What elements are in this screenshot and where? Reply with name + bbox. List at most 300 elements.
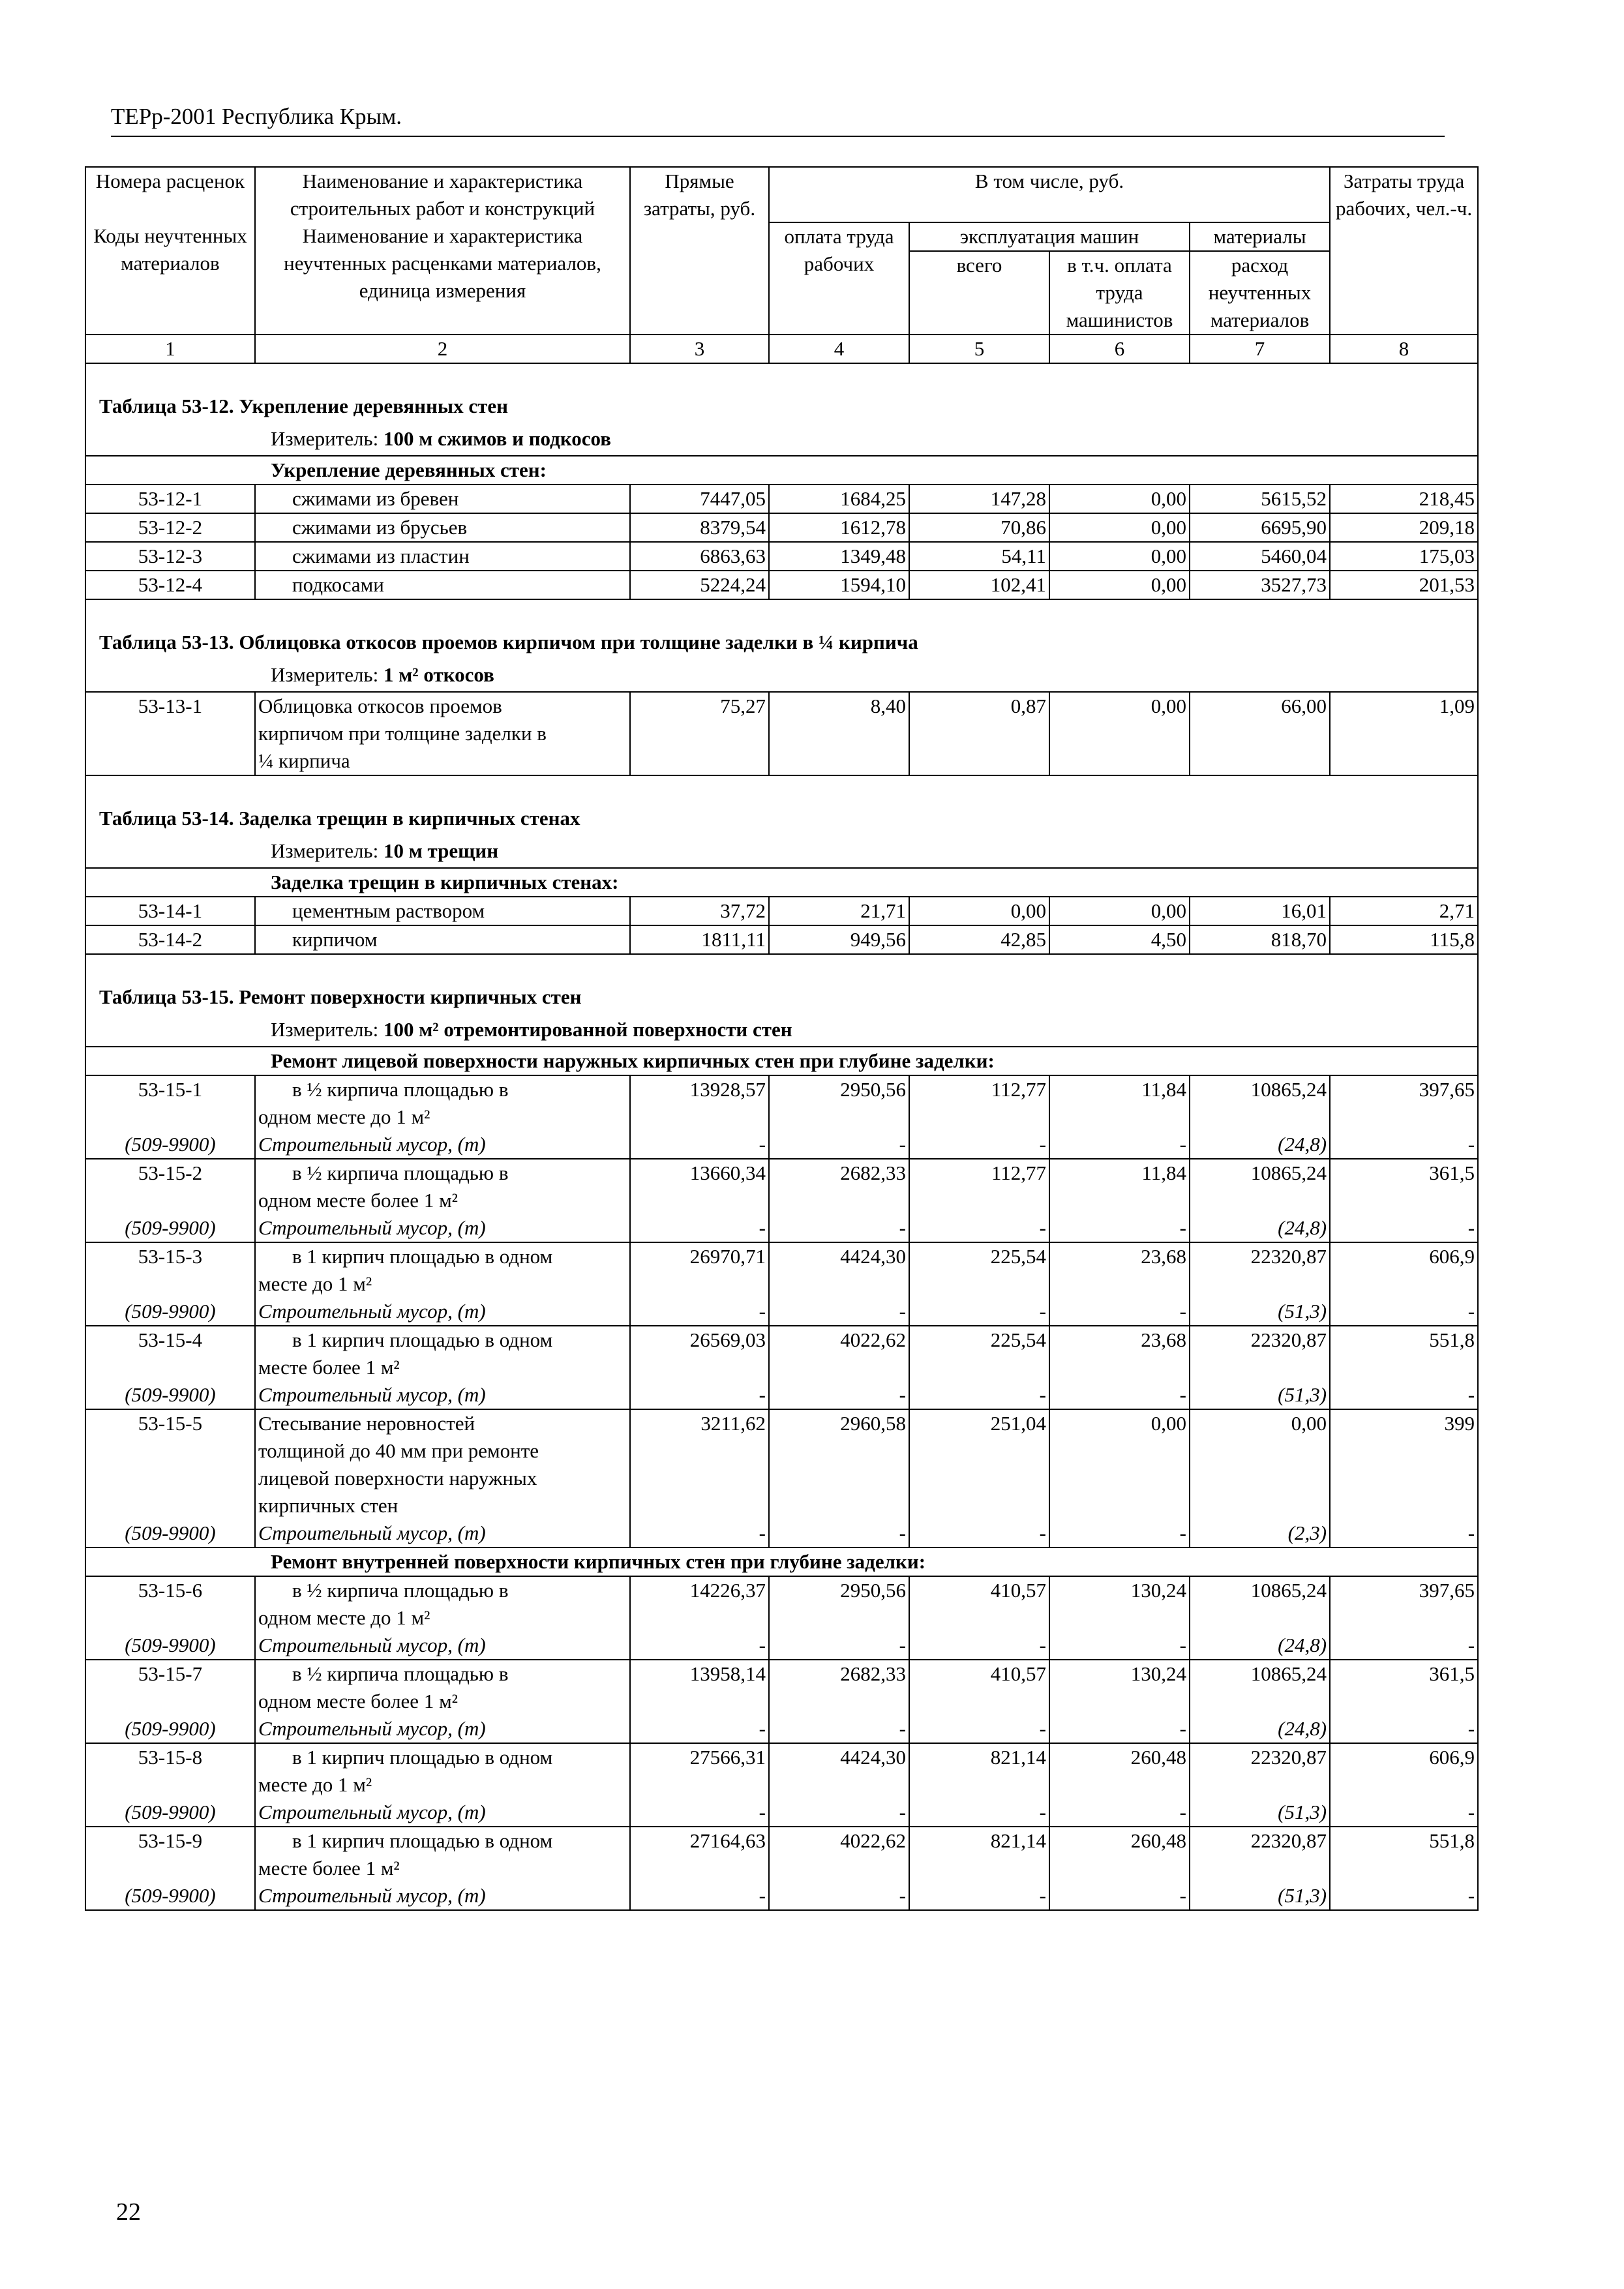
- value-cell: 4022,62: [769, 1827, 909, 1882]
- value-cell: 0,00: [1049, 513, 1190, 542]
- section-title: Таблица 53-13. Облицовка откосов проемов кирпичом при толщине заделки в ¼ кирпича: [85, 599, 1478, 661]
- table-row: [85, 571, 1478, 599]
- value-cell: 5460,04: [1190, 542, 1330, 571]
- material-code: (509-9900): [85, 1131, 255, 1159]
- subsection-title: Заделка трещин в кирпичных стенах:: [85, 868, 1478, 897]
- work-name-line: в 1 кирпич площадью в одном: [292, 1829, 553, 1852]
- dash-cell: -: [909, 1214, 1049, 1242]
- value-cell: 37,72: [630, 897, 769, 925]
- rate-code: 53-15-6: [85, 1576, 255, 1632]
- col-machines-header: эксплуатация машин: [909, 222, 1190, 251]
- dash-cell: -: [630, 1131, 769, 1159]
- work-name: сжимами из бревен: [255, 485, 630, 513]
- work-name-line: в ½ кирпича площадью в: [292, 1579, 509, 1602]
- value-cell: 147,28: [909, 485, 1049, 513]
- work-name-line: одном месте до 1 м²: [258, 1105, 430, 1128]
- value-cell: 4424,30: [769, 1242, 909, 1298]
- table-row: [85, 1131, 1478, 1159]
- rate-code: 53-15-5: [85, 1409, 255, 1519]
- material-name: Строительный мусор, (т): [255, 1715, 630, 1743]
- table-row: [85, 1882, 1478, 1910]
- value-cell: 1,09: [1330, 692, 1478, 775]
- dash-cell: -: [909, 1632, 1049, 1660]
- value-cell: 2960,58: [769, 1409, 909, 1519]
- column-number: 1: [85, 335, 255, 363]
- dash-cell: -: [769, 1131, 909, 1159]
- value-cell: 606,9: [1330, 1743, 1478, 1799]
- table-row: [85, 661, 1478, 692]
- rate-code: 53-15-4: [85, 1326, 255, 1381]
- table-row: [85, 1576, 1478, 1632]
- measure-label: Измеритель:: [271, 1018, 383, 1041]
- table-row: [85, 925, 1478, 954]
- col-codes-header: Номера расценок: [85, 167, 255, 222]
- column-number: 7: [1190, 335, 1330, 363]
- value-cell: 13660,34: [630, 1159, 769, 1214]
- value-cell: 251,04: [909, 1409, 1049, 1519]
- work-name-line: ¼ кирпича: [258, 749, 350, 772]
- dash-cell: -: [769, 1381, 909, 1409]
- work-name-line: Облицовка откосов проемов: [258, 695, 502, 717]
- value-cell: 27164,63: [630, 1827, 769, 1882]
- column-number: 3: [630, 335, 769, 363]
- rate-code: 53-13-1: [85, 692, 255, 775]
- value-cell: 7447,05: [630, 485, 769, 513]
- dash-cell: -: [909, 1131, 1049, 1159]
- value-cell: 225,54: [909, 1242, 1049, 1298]
- value-cell: 23,68: [1049, 1326, 1190, 1381]
- value-cell: 22320,87: [1190, 1242, 1330, 1298]
- value-cell: 10865,24: [1190, 1576, 1330, 1632]
- dash-cell: -: [1330, 1715, 1478, 1743]
- work-name-line: в 1 кирпич площадью в одном: [292, 1328, 553, 1351]
- table-row: [85, 1519, 1478, 1548]
- table-row: [85, 1326, 1478, 1381]
- table-row: [85, 1016, 1478, 1047]
- dash-cell: -: [1049, 1715, 1190, 1743]
- value-cell: 6695,90: [1190, 513, 1330, 542]
- value-cell: 11,84: [1049, 1159, 1190, 1214]
- page-number: 22: [116, 2198, 141, 2226]
- work-name-line: месте более 1 м²: [258, 1356, 400, 1379]
- section-measure: [85, 837, 1478, 868]
- rate-code: 53-15-9: [85, 1827, 255, 1882]
- dash-cell: -: [630, 1381, 769, 1409]
- dash-cell: -: [630, 1882, 769, 1910]
- dash-cell: -: [1049, 1131, 1190, 1159]
- col-machinist-wages-header: в т.ч. оплата труда машинистов: [1049, 251, 1190, 335]
- value-cell: 0,00: [1049, 485, 1190, 513]
- material-name: Строительный мусор, (т): [255, 1519, 630, 1548]
- value-cell: 5224,24: [630, 571, 769, 599]
- measure-value: 1 м² откосов: [383, 663, 494, 686]
- table-row: [85, 542, 1478, 571]
- table-row: [85, 1047, 1478, 1075]
- value-cell: 10865,24: [1190, 1660, 1330, 1715]
- material-code: (509-9900): [85, 1799, 255, 1827]
- table-row: [85, 1632, 1478, 1660]
- table-row: [85, 868, 1478, 897]
- table-row: [85, 1075, 1478, 1131]
- rate-code: 53-15-1: [85, 1075, 255, 1131]
- value-cell: 551,8: [1330, 1827, 1478, 1882]
- value-cell: 8379,54: [630, 513, 769, 542]
- material-code: (509-9900): [85, 1519, 255, 1548]
- value-cell: 5615,52: [1190, 485, 1330, 513]
- measure-value: 10 м трещин: [383, 839, 499, 862]
- subsection-title: Ремонт внутренней поверхности кирпичных стен при глубине заделки:: [85, 1548, 1478, 1576]
- work-name: [255, 1409, 630, 1519]
- column-number: 8: [1330, 335, 1478, 363]
- dash-cell: -: [630, 1298, 769, 1326]
- table-row: [85, 1214, 1478, 1242]
- value-cell: 821,14: [909, 1827, 1049, 1882]
- value-cell: 361,5: [1330, 1159, 1478, 1214]
- value-cell: 10865,24: [1190, 1075, 1330, 1131]
- rate-code: 53-12-4: [85, 571, 255, 599]
- value-cell: 102,41: [909, 571, 1049, 599]
- rate-code: 53-15-7: [85, 1660, 255, 1715]
- work-name-line: месте более 1 м²: [258, 1857, 400, 1879]
- rate-code: 53-15-3: [85, 1242, 255, 1298]
- value-cell: 209,18: [1330, 513, 1478, 542]
- material-name: Строительный мусор, (т): [255, 1131, 630, 1159]
- value-cell: 54,11: [909, 542, 1049, 571]
- section-measure: [85, 425, 1478, 456]
- work-name: сжимами из брусьев: [255, 513, 630, 542]
- material-name: Строительный мусор, (т): [255, 1214, 630, 1242]
- rate-code: 53-14-1: [85, 897, 255, 925]
- dash-cell: -: [1049, 1298, 1190, 1326]
- table-row: [85, 363, 1478, 425]
- table-row: [85, 1159, 1478, 1214]
- dash-cell: -: [909, 1882, 1049, 1910]
- dash-cell: -: [909, 1381, 1049, 1409]
- value-cell: 0,87: [909, 692, 1049, 775]
- col-material-name-header: Наименование и характеристика неучтенных расценками материалов, единица измерения: [255, 222, 630, 335]
- work-name-line: месте до 1 м²: [258, 1272, 372, 1295]
- dash-cell: -: [769, 1715, 909, 1743]
- subsection-title: Укрепление деревянных стен:: [85, 456, 1478, 485]
- value-cell: 26569,03: [630, 1326, 769, 1381]
- material-usage: (51,3): [1190, 1298, 1330, 1326]
- value-cell: 8,40: [769, 692, 909, 775]
- table-row: [85, 837, 1478, 868]
- rate-code: 53-12-2: [85, 513, 255, 542]
- section-title: Таблица 53-15. Ремонт поверхности кирпичных стен: [85, 954, 1478, 1016]
- dash-cell: -: [769, 1214, 909, 1242]
- value-cell: 6863,63: [630, 542, 769, 571]
- table-row: [85, 1409, 1478, 1519]
- value-cell: 4,50: [1049, 925, 1190, 954]
- rate-code: 53-15-8: [85, 1743, 255, 1799]
- work-name-line: в 1 кирпич площадью в одном: [292, 1245, 553, 1268]
- work-name: сжимами из пластин: [255, 542, 630, 571]
- dash-cell: -: [1330, 1882, 1478, 1910]
- material-code: (509-9900): [85, 1381, 255, 1409]
- col-material-usage-header: расход неучтенных материалов: [1190, 251, 1330, 335]
- value-cell: 22320,87: [1190, 1827, 1330, 1882]
- value-cell: 2682,33: [769, 1660, 909, 1715]
- table-row: [85, 1298, 1478, 1326]
- table-row: [85, 513, 1478, 542]
- value-cell: 1349,48: [769, 542, 909, 571]
- col-direct-costs-header: Прямые затраты, руб.: [630, 167, 769, 335]
- measure-label: Измеритель:: [271, 427, 383, 450]
- column-numbers-row: [85, 335, 1478, 363]
- value-cell: 75,27: [630, 692, 769, 775]
- dash-cell: -: [1049, 1214, 1190, 1242]
- column-number: 6: [1049, 335, 1190, 363]
- work-name: [255, 1576, 630, 1632]
- value-cell: 23,68: [1049, 1242, 1190, 1298]
- subsection-title: Ремонт лицевой поверхности наружных кирпичных стен при глубине заделки:: [85, 1047, 1478, 1075]
- value-cell: 0,00: [1190, 1409, 1330, 1519]
- value-cell: 16,01: [1190, 897, 1330, 925]
- dash-cell: -: [1330, 1632, 1478, 1660]
- value-cell: 1684,25: [769, 485, 909, 513]
- table-row: [85, 485, 1478, 513]
- material-name: Строительный мусор, (т): [255, 1799, 630, 1827]
- dash-cell: -: [909, 1799, 1049, 1827]
- value-cell: 1811,11: [630, 925, 769, 954]
- work-name: [255, 1326, 630, 1381]
- value-cell: 13928,57: [630, 1075, 769, 1131]
- value-cell: 0,00: [909, 897, 1049, 925]
- dash-cell: -: [1330, 1298, 1478, 1326]
- work-name-line: в ½ кирпича площадью в: [292, 1662, 509, 1685]
- value-cell: 4424,30: [769, 1743, 909, 1799]
- section-measure: [85, 661, 1478, 692]
- dash-cell: -: [769, 1519, 909, 1548]
- value-cell: 27566,31: [630, 1743, 769, 1799]
- value-cell: 399: [1330, 1409, 1478, 1519]
- value-cell: 218,45: [1330, 485, 1478, 513]
- dash-cell: -: [1330, 1214, 1478, 1242]
- material-usage: (24,8): [1190, 1715, 1330, 1743]
- material-code: (509-9900): [85, 1298, 255, 1326]
- value-cell: 1594,10: [769, 571, 909, 599]
- dash-cell: -: [769, 1799, 909, 1827]
- value-cell: 3527,73: [1190, 571, 1330, 599]
- material-code: (509-9900): [85, 1214, 255, 1242]
- value-cell: 130,24: [1049, 1660, 1190, 1715]
- work-name: [255, 1743, 630, 1799]
- value-cell: 225,54: [909, 1326, 1049, 1381]
- material-name: Строительный мусор, (т): [255, 1298, 630, 1326]
- value-cell: 2950,56: [769, 1576, 909, 1632]
- table-row: [85, 897, 1478, 925]
- value-cell: 66,00: [1190, 692, 1330, 775]
- table-row: [85, 954, 1478, 1016]
- dash-cell: -: [1330, 1519, 1478, 1548]
- dash-cell: -: [909, 1715, 1049, 1743]
- dash-cell: -: [630, 1715, 769, 1743]
- page-header: ТЕРр-2001 Республика Крым.: [111, 98, 1445, 137]
- work-name-line: одном месте до 1 м²: [258, 1606, 430, 1629]
- dash-cell: -: [630, 1519, 769, 1548]
- measure-label: Измеритель:: [271, 839, 383, 862]
- work-name: [255, 1660, 630, 1715]
- value-cell: 3211,62: [630, 1409, 769, 1519]
- work-name-line: Стесывание неровностей: [258, 1412, 475, 1435]
- material-code: (509-9900): [85, 1882, 255, 1910]
- column-number: 5: [909, 335, 1049, 363]
- material-name: Строительный мусор, (т): [255, 1882, 630, 1910]
- work-name-line: лицевой поверхности наружных: [258, 1467, 537, 1489]
- value-cell: 112,77: [909, 1159, 1049, 1214]
- table-row: [85, 1743, 1478, 1799]
- value-cell: 0,00: [1049, 692, 1190, 775]
- work-name: подкосами: [255, 571, 630, 599]
- value-cell: 0,00: [1049, 897, 1190, 925]
- value-cell: 818,70: [1190, 925, 1330, 954]
- table-row: [85, 692, 1478, 775]
- value-cell: 4022,62: [769, 1326, 909, 1381]
- table-row: [85, 1715, 1478, 1743]
- value-cell: 0,00: [1049, 542, 1190, 571]
- col-material-codes-header: Коды неучтенных материалов: [85, 222, 255, 335]
- value-cell: 22320,87: [1190, 1743, 1330, 1799]
- rate-code: 53-15-2: [85, 1159, 255, 1214]
- table-row: [85, 599, 1478, 661]
- dash-cell: -: [1330, 1381, 1478, 1409]
- dash-cell: -: [630, 1214, 769, 1242]
- dash-cell: -: [630, 1632, 769, 1660]
- value-cell: 42,85: [909, 925, 1049, 954]
- dash-cell: -: [630, 1799, 769, 1827]
- dash-cell: -: [1049, 1882, 1190, 1910]
- value-cell: 201,53: [1330, 571, 1478, 599]
- work-name: [255, 692, 630, 775]
- value-cell: 10865,24: [1190, 1159, 1330, 1214]
- col-including-header: В том числе, руб.: [769, 167, 1330, 222]
- dash-cell: -: [1049, 1381, 1190, 1409]
- work-name-line: в ½ кирпича площадью в: [292, 1078, 509, 1101]
- work-name-line: одном месте более 1 м²: [258, 1690, 458, 1713]
- value-cell: 410,57: [909, 1576, 1049, 1632]
- column-number: 4: [769, 335, 909, 363]
- dash-cell: -: [1330, 1799, 1478, 1827]
- value-cell: 26970,71: [630, 1242, 769, 1298]
- value-cell: 361,5: [1330, 1660, 1478, 1715]
- column-number: 2: [255, 335, 630, 363]
- value-cell: 112,77: [909, 1075, 1049, 1131]
- material-name: Строительный мусор, (т): [255, 1381, 630, 1409]
- value-cell: 410,57: [909, 1660, 1049, 1715]
- measure-value: 100 м сжимов и подкосов: [383, 427, 612, 450]
- value-cell: 397,65: [1330, 1075, 1478, 1131]
- material-usage: (2,3): [1190, 1519, 1330, 1548]
- material-usage: (51,3): [1190, 1799, 1330, 1827]
- value-cell: 949,56: [769, 925, 909, 954]
- value-cell: 551,8: [1330, 1326, 1478, 1381]
- dash-cell: -: [1049, 1519, 1190, 1548]
- work-name-line: толщиной до 40 мм при ремонте: [258, 1439, 539, 1462]
- value-cell: 115,8: [1330, 925, 1478, 954]
- value-cell: 2950,56: [769, 1075, 909, 1131]
- work-name-line: в 1 кирпич площадью в одном: [292, 1746, 553, 1769]
- rate-code: 53-14-2: [85, 925, 255, 954]
- value-cell: 14226,37: [630, 1576, 769, 1632]
- value-cell: 2682,33: [769, 1159, 909, 1214]
- material-usage: (51,3): [1190, 1381, 1330, 1409]
- col-worker-wages-header: оплата труда рабочих: [769, 222, 909, 335]
- material-name: Строительный мусор, (т): [255, 1632, 630, 1660]
- value-cell: 0,00: [1049, 571, 1190, 599]
- material-usage: (24,8): [1190, 1131, 1330, 1159]
- dash-cell: -: [909, 1298, 1049, 1326]
- section-title: Таблица 53-14. Заделка трещин в кирпичных стенах: [85, 775, 1478, 837]
- table-row: [85, 1242, 1478, 1298]
- value-cell: 22320,87: [1190, 1326, 1330, 1381]
- material-usage: (24,8): [1190, 1214, 1330, 1242]
- work-name: кирпичом: [255, 925, 630, 954]
- work-name-line: кирпичных стен: [258, 1494, 398, 1517]
- material-code: (509-9900): [85, 1632, 255, 1660]
- value-cell: 2,71: [1330, 897, 1478, 925]
- table-row: [85, 1381, 1478, 1409]
- value-cell: 606,9: [1330, 1242, 1478, 1298]
- work-name: [255, 1242, 630, 1298]
- dash-cell: -: [769, 1632, 909, 1660]
- dash-cell: -: [1049, 1632, 1190, 1660]
- value-cell: 70,86: [909, 513, 1049, 542]
- table-row: [85, 456, 1478, 485]
- work-name: [255, 1827, 630, 1882]
- work-name-line: в ½ кирпича площадью в: [292, 1161, 509, 1184]
- value-cell: 260,48: [1049, 1827, 1190, 1882]
- work-name: цементным раствором: [255, 897, 630, 925]
- col-name-header: Наименование и характеристика строительных работ и конструкций: [255, 167, 630, 222]
- value-cell: 11,84: [1049, 1075, 1190, 1131]
- table-row: [85, 1827, 1478, 1882]
- dash-cell: -: [1330, 1131, 1478, 1159]
- material-usage: (24,8): [1190, 1632, 1330, 1660]
- dash-cell: -: [769, 1882, 909, 1910]
- material-code: (509-9900): [85, 1715, 255, 1743]
- section-measure: [85, 1016, 1478, 1047]
- value-cell: 260,48: [1049, 1743, 1190, 1799]
- section-title: Таблица 53-12. Укрепление деревянных стен: [85, 363, 1478, 425]
- measure-value: 100 м² отремонтированной поверхности стен: [383, 1018, 792, 1041]
- dash-cell: -: [1049, 1799, 1190, 1827]
- value-cell: 397,65: [1330, 1576, 1478, 1632]
- table-row: [85, 1799, 1478, 1827]
- value-cell: 1612,78: [769, 513, 909, 542]
- col-machines-total-header: всего: [909, 251, 1049, 335]
- work-name-line: месте до 1 м²: [258, 1773, 372, 1796]
- col-labor-hours-header: Затраты труда рабочих, чел.-ч.: [1330, 167, 1478, 335]
- work-name-line: одном месте более 1 м²: [258, 1189, 458, 1212]
- value-cell: 0,00: [1049, 1409, 1190, 1519]
- price-table: [85, 166, 1477, 1911]
- table-row: [85, 425, 1478, 456]
- dash-cell: -: [909, 1519, 1049, 1548]
- value-cell: 175,03: [1330, 542, 1478, 571]
- measure-label: Измеритель:: [271, 663, 383, 686]
- table-row: [85, 1660, 1478, 1715]
- work-name-line: кирпичом при толщине заделки в: [258, 722, 547, 745]
- dash-cell: -: [769, 1298, 909, 1326]
- work-name: [255, 1075, 630, 1131]
- rate-code: 53-12-3: [85, 542, 255, 571]
- work-name: [255, 1159, 630, 1214]
- value-cell: 21,71: [769, 897, 909, 925]
- rate-code: 53-12-1: [85, 485, 255, 513]
- material-usage: (51,3): [1190, 1882, 1330, 1910]
- value-cell: 130,24: [1049, 1576, 1190, 1632]
